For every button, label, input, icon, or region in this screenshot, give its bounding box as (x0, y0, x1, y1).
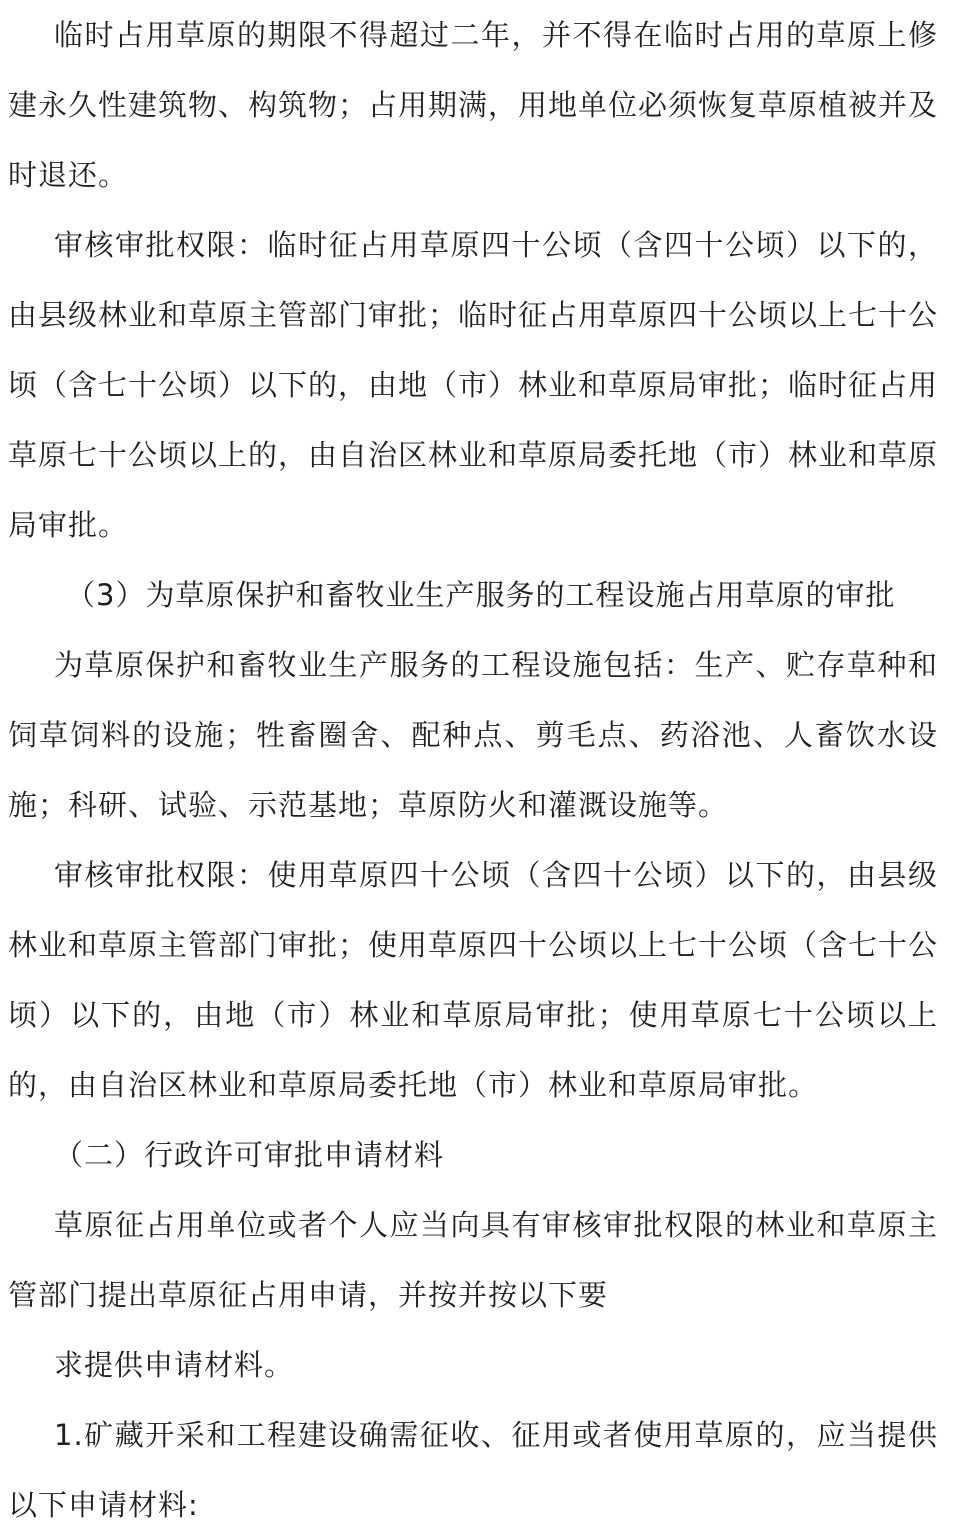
paragraph-approval-authority-temporary: 审核审批权限：临时征占用草原四十公顷（含四十公顷）以下的，由县级林业和草原主管部门审批；临时征占用草原四十公顷以上七十公顷（含七十公顷）以下的，由地（市）林业和草原局审批；临时征占用草原七十公顷以上的，由自治区林业和草原局委托地（市）林业和草原局审批。 (8, 228, 939, 542)
paragraph-temporary-occupation-term: 临时占用草原的期限不得超过二年，并不得在临时占用的草原上修建永久性建筑物、构筑物；占用期满，用地单位必须恢复草原植被并及时退还。 (8, 18, 939, 192)
paragraph-facilities-list: 为草原保护和畜牧业生产服务的工程设施包括：生产、贮存草种和饲草饲料的设施；牲畜圈舍、配种点、剪毛点、药浴池、人畜饮水设施；科研、试验、示范基地；草原防火和灌溉设施等。 (8, 648, 938, 822)
paragraph-approval-authority-facilities: 审核审批权限：使用草原四十公顷（含四十公顷）以下的，由县级林业和草原主管部门审批；使用草原四十公顷以上七十公顷（含七十公顷）以下的，由地（市）林业和草原局审批；使用草原七十公顷以上的，由自治区林业和草原局委托地（市）林业和草原局审批。 (8, 858, 939, 1102)
subheading-application-materials: （二）行政许可审批申请材料 (54, 1138, 445, 1172)
paragraph-application-requirement: 草原征占用单位或者个人应当向具有审核审批权限的林业和草原主管部门提出草原征占用申请，并按并按以下要 (8, 1208, 938, 1312)
paragraph-item-1-mining: 1.矿藏开采和工程建设确需征收、征用或者使用草原的，应当提供以下申请材料: (8, 1418, 938, 1522)
document-body (8, 0, 938, 1540)
subheading-engineering-facilities: （3）为草原保护和畜牧业生产服务的工程设施占用草原的审批 (66, 578, 896, 612)
paragraph-application-requirement-continued: 求提供申请材料。 (54, 1348, 295, 1382)
